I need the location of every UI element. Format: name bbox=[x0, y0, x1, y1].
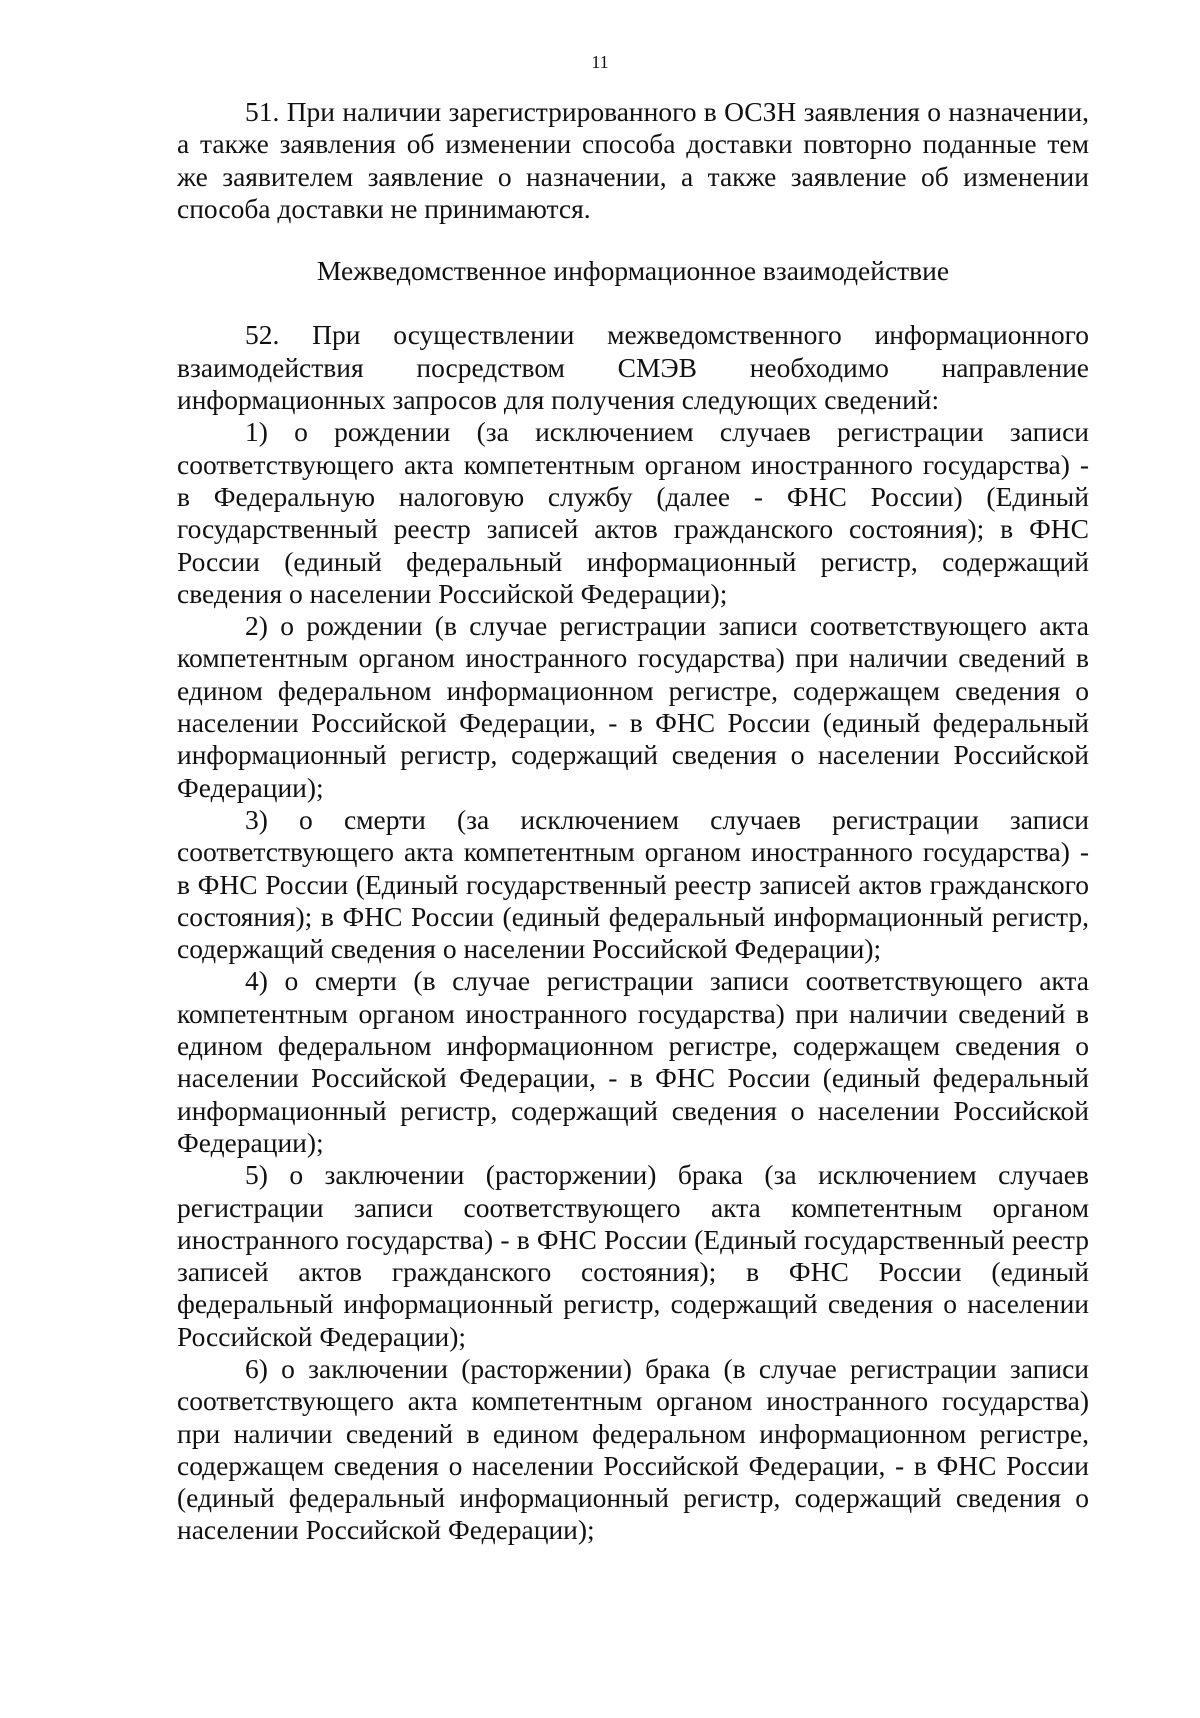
list-item-5: 5) о заключении (расторжении) брака (за исключением случаев регистрации записи соответствующего акта компетентным органом иностранного государства) - в ФНС России (Единый государственный реестр записей актов гражданского состояния); в ФНС России (единый федеральный информационный регистр, содержащий сведения о населении Российской Федерации); bbox=[177, 1159, 1089, 1352]
list-item-3: 3) о смерти (за исключением случаев регистрации записи соответствующего акта компетентным органом иностранного государства) - в ФНС России (Единый государственный реестр записей актов гражданского состояния); в ФНС России (единый федеральный информационный регистр, содержащий сведения о населении Российской Федерации); bbox=[177, 803, 1089, 965]
list-item-6: 6) о заключении (расторжении) брака (в случае регистрации записи соответствующего акта компетентным органом иностранного государства) при наличии сведений в едином федеральном информационном регистре, содержащем сведения о населении Российской Федерации, - в ФНС России (единый федеральный информационный регистр, содержащий сведения о населении Российской Федерации); bbox=[177, 1352, 1089, 1546]
list-item-2: 2) о рождении (в случае регистрации записи соответствующего акта компетентным органом иностранного государства) при наличии сведений в едином федеральном информационном регистре, содержащем сведения о населении Российской Федерации, - в ФНС России (единый федеральный информационный регистр, содержащий сведения о населении Российской Федерации); bbox=[177, 610, 1089, 803]
paragraph-52: 52. При осуществлении межведомственного информационного взаимодействия посредством СМЭВ необходимо направление информационных запросов для получения следующих сведений: bbox=[177, 319, 1089, 416]
page-number: 11 bbox=[591, 52, 609, 72]
document-body bbox=[177, 96, 1089, 1547]
list-item-4: 4) о смерти (в случае регистрации записи соответствующего акта компетентным органом иностранного государства) при наличии сведений в едином федеральном информационном регистре, содержащем сведения о населении Российской Федерации, - в ФНС России (единый федеральный информационный регистр, содержащий сведения о населении Российской Федерации); bbox=[177, 965, 1089, 1158]
list-item-1: 1) о рождении (за исключением случаев регистрации записи соответствующего акта компетентным органом иностранного государства) - в Федеральную налоговую службу (далее - ФНС России) (Единый государственный реестр записей актов гражданского состояния); в ФНС России (единый федеральный информационный регистр, содержащий сведения о населении Российской Федерации); bbox=[177, 416, 1089, 609]
section-heading: Межведомственное информационное взаимодействие bbox=[316, 255, 950, 287]
paragraph-51: 51. При наличии зарегистрированного в ОСЗН заявления о назначении, а также заявления об изменении способа доставки повторно поданные тем же заявителем заявление о назначении, а также заявление об изменении способа доставки не принимаются. bbox=[177, 96, 1089, 224]
